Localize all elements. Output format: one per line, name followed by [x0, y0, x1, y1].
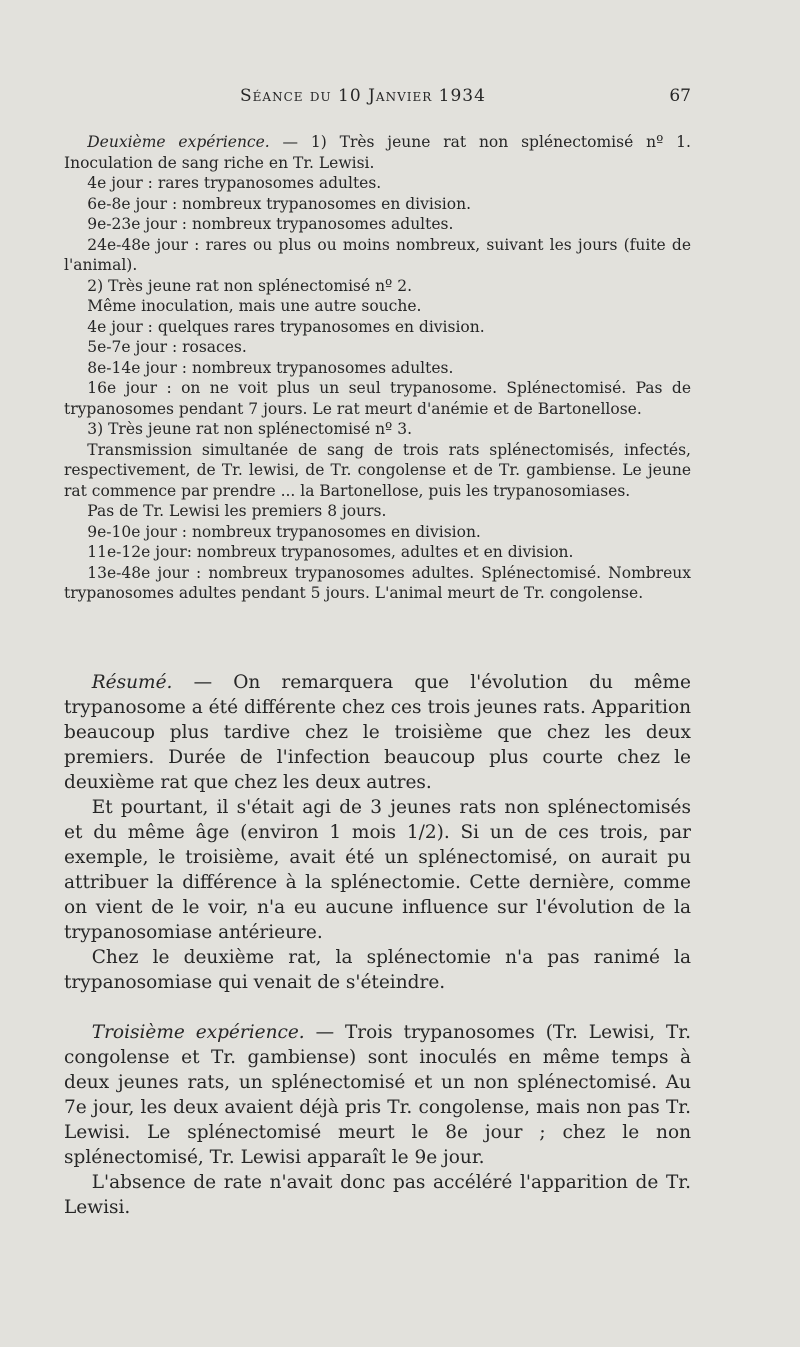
- observation-line: 13e-48e jour : nombreux trypanosomes adultes. Splénectomisé. Nombreux trypanosomes adultes pendant 5 jours. L'animal meurt de Tr. congolense.: [64, 563, 691, 602]
- observation-line: Même inoculation, mais une autre souche.: [87, 297, 422, 315]
- resume-paragraph: Chez le deuxième rat, la splénectomie n'a pas ranimé la trypanosomiase qui venait de s'éteindre.: [64, 947, 691, 993]
- observation-line: 24e-48e jour : rares ou plus ou moins nombreux, suivant les jours (fuite de l'animal).: [64, 235, 691, 274]
- page-number: 67: [669, 86, 691, 106]
- observation-line: 6e-8e jour : nombreux trypanosomes en division.: [87, 194, 471, 213]
- observation-line: 5e-7e jour : rosaces.: [87, 338, 247, 356]
- running-head: Séance du 10 Janvier 1934: [240, 86, 486, 106]
- experiment-2-title: Deuxième expérience.: [87, 133, 270, 151]
- observation-line: 16e jour : on ne voit plus un seul trypanosome. Splénectomisé. Pas de trypanosomes pendant 7 jours. Le rat meurt d'anémie et de Bartonellose.: [64, 379, 691, 418]
- experiment-2-intro: Deuxième expérience. — 1) Très jeune rat non splénectomisé nº 1. Inoculation de sang riche en Tr. Lewisi.: [64, 133, 691, 172]
- observation-line: Pas de Tr. Lewisi les premiers 8 jours.: [87, 502, 387, 520]
- observation-line: 8e-14e jour : nombreux trypanosomes adultes.: [87, 358, 454, 377]
- observation-line: 3) Très jeune rat non splénectomisé nº 3.: [87, 420, 413, 438]
- page-header: [64, 86, 691, 116]
- observation-line: 4e jour : quelques rares trypanosomes en division.: [87, 317, 485, 336]
- observation-line: Transmission simultanée de sang de trois rats splénectomisés, infectés, respectivement, de Tr. lewisi, de Tr. congolense et de Tr. gambiense. Le jeune rat commence par prendre ... la Bartonellose, puis les trypanosomiases.: [64, 440, 691, 500]
- experiment-3-paragraph: L'absence de rate n'avait donc pas accéléré l'apparition de Tr. Lewisi.: [64, 1172, 691, 1218]
- resume-paragraph: Et pourtant, il s'était agi de 3 jeunes rats non splénectomisés et du même âge (environ 1 mois 1/2). Si un de ces trois, par exemple, le troisième, avait été un splénectomisé, on aurait pu attribuer la différence à la splénectomie. Cette dernière, comme on vient de le voir, n'a eu aucune influence sur l'évolution de la trypanosomiase antérieure.: [64, 797, 691, 943]
- experiment-3-title: Troisième expérience.: [91, 1022, 305, 1043]
- experiment-3-paragraph: Troisième expérience. — Trois trypanosomes (Tr. Lewisi, Tr. congolense et Tr. gambiense) sont inoculés en même temps à deux jeunes rats, un splénectomisé et un non splénectomisé. Au 7e jour, les deux avaient déjà pris Tr. congolense, mais non pas Tr. Lewisi. Le splénectomisé meurt le 8e jour ; chez le non splénectomisé, Tr. Lewisi apparaît le 9e jour.: [64, 1022, 691, 1168]
- experiment-2-section: [64, 132, 691, 604]
- observation-line: 4e jour : rares trypanosomes adultes.: [87, 174, 382, 192]
- resume-title: Résumé.: [91, 672, 173, 693]
- observation-line: 9e-10e jour : nombreux trypanosomes en division.: [87, 522, 481, 541]
- observation-line: 2) Très jeune rat non splénectomisé nº 2.: [87, 276, 413, 295]
- observation-line: 9e-23e jour : nombreux trypanosomes adultes.: [87, 215, 454, 233]
- observation-line: 11e-12e jour: nombreux trypanosomes, adultes et en division.: [87, 543, 574, 561]
- experiment-3-section: [64, 1020, 691, 1220]
- resume-paragraph: Résumé. — On remarquera que l'évolution du même trypanosome a été différente chez ces trois jeunes rats. Apparition beaucoup plus tardive chez le troisième que chez les deux premiers. Durée de l'infection beaucoup plus courte chez le deuxième rat que chez les deux autres.: [64, 672, 691, 793]
- resume-section: [64, 670, 691, 995]
